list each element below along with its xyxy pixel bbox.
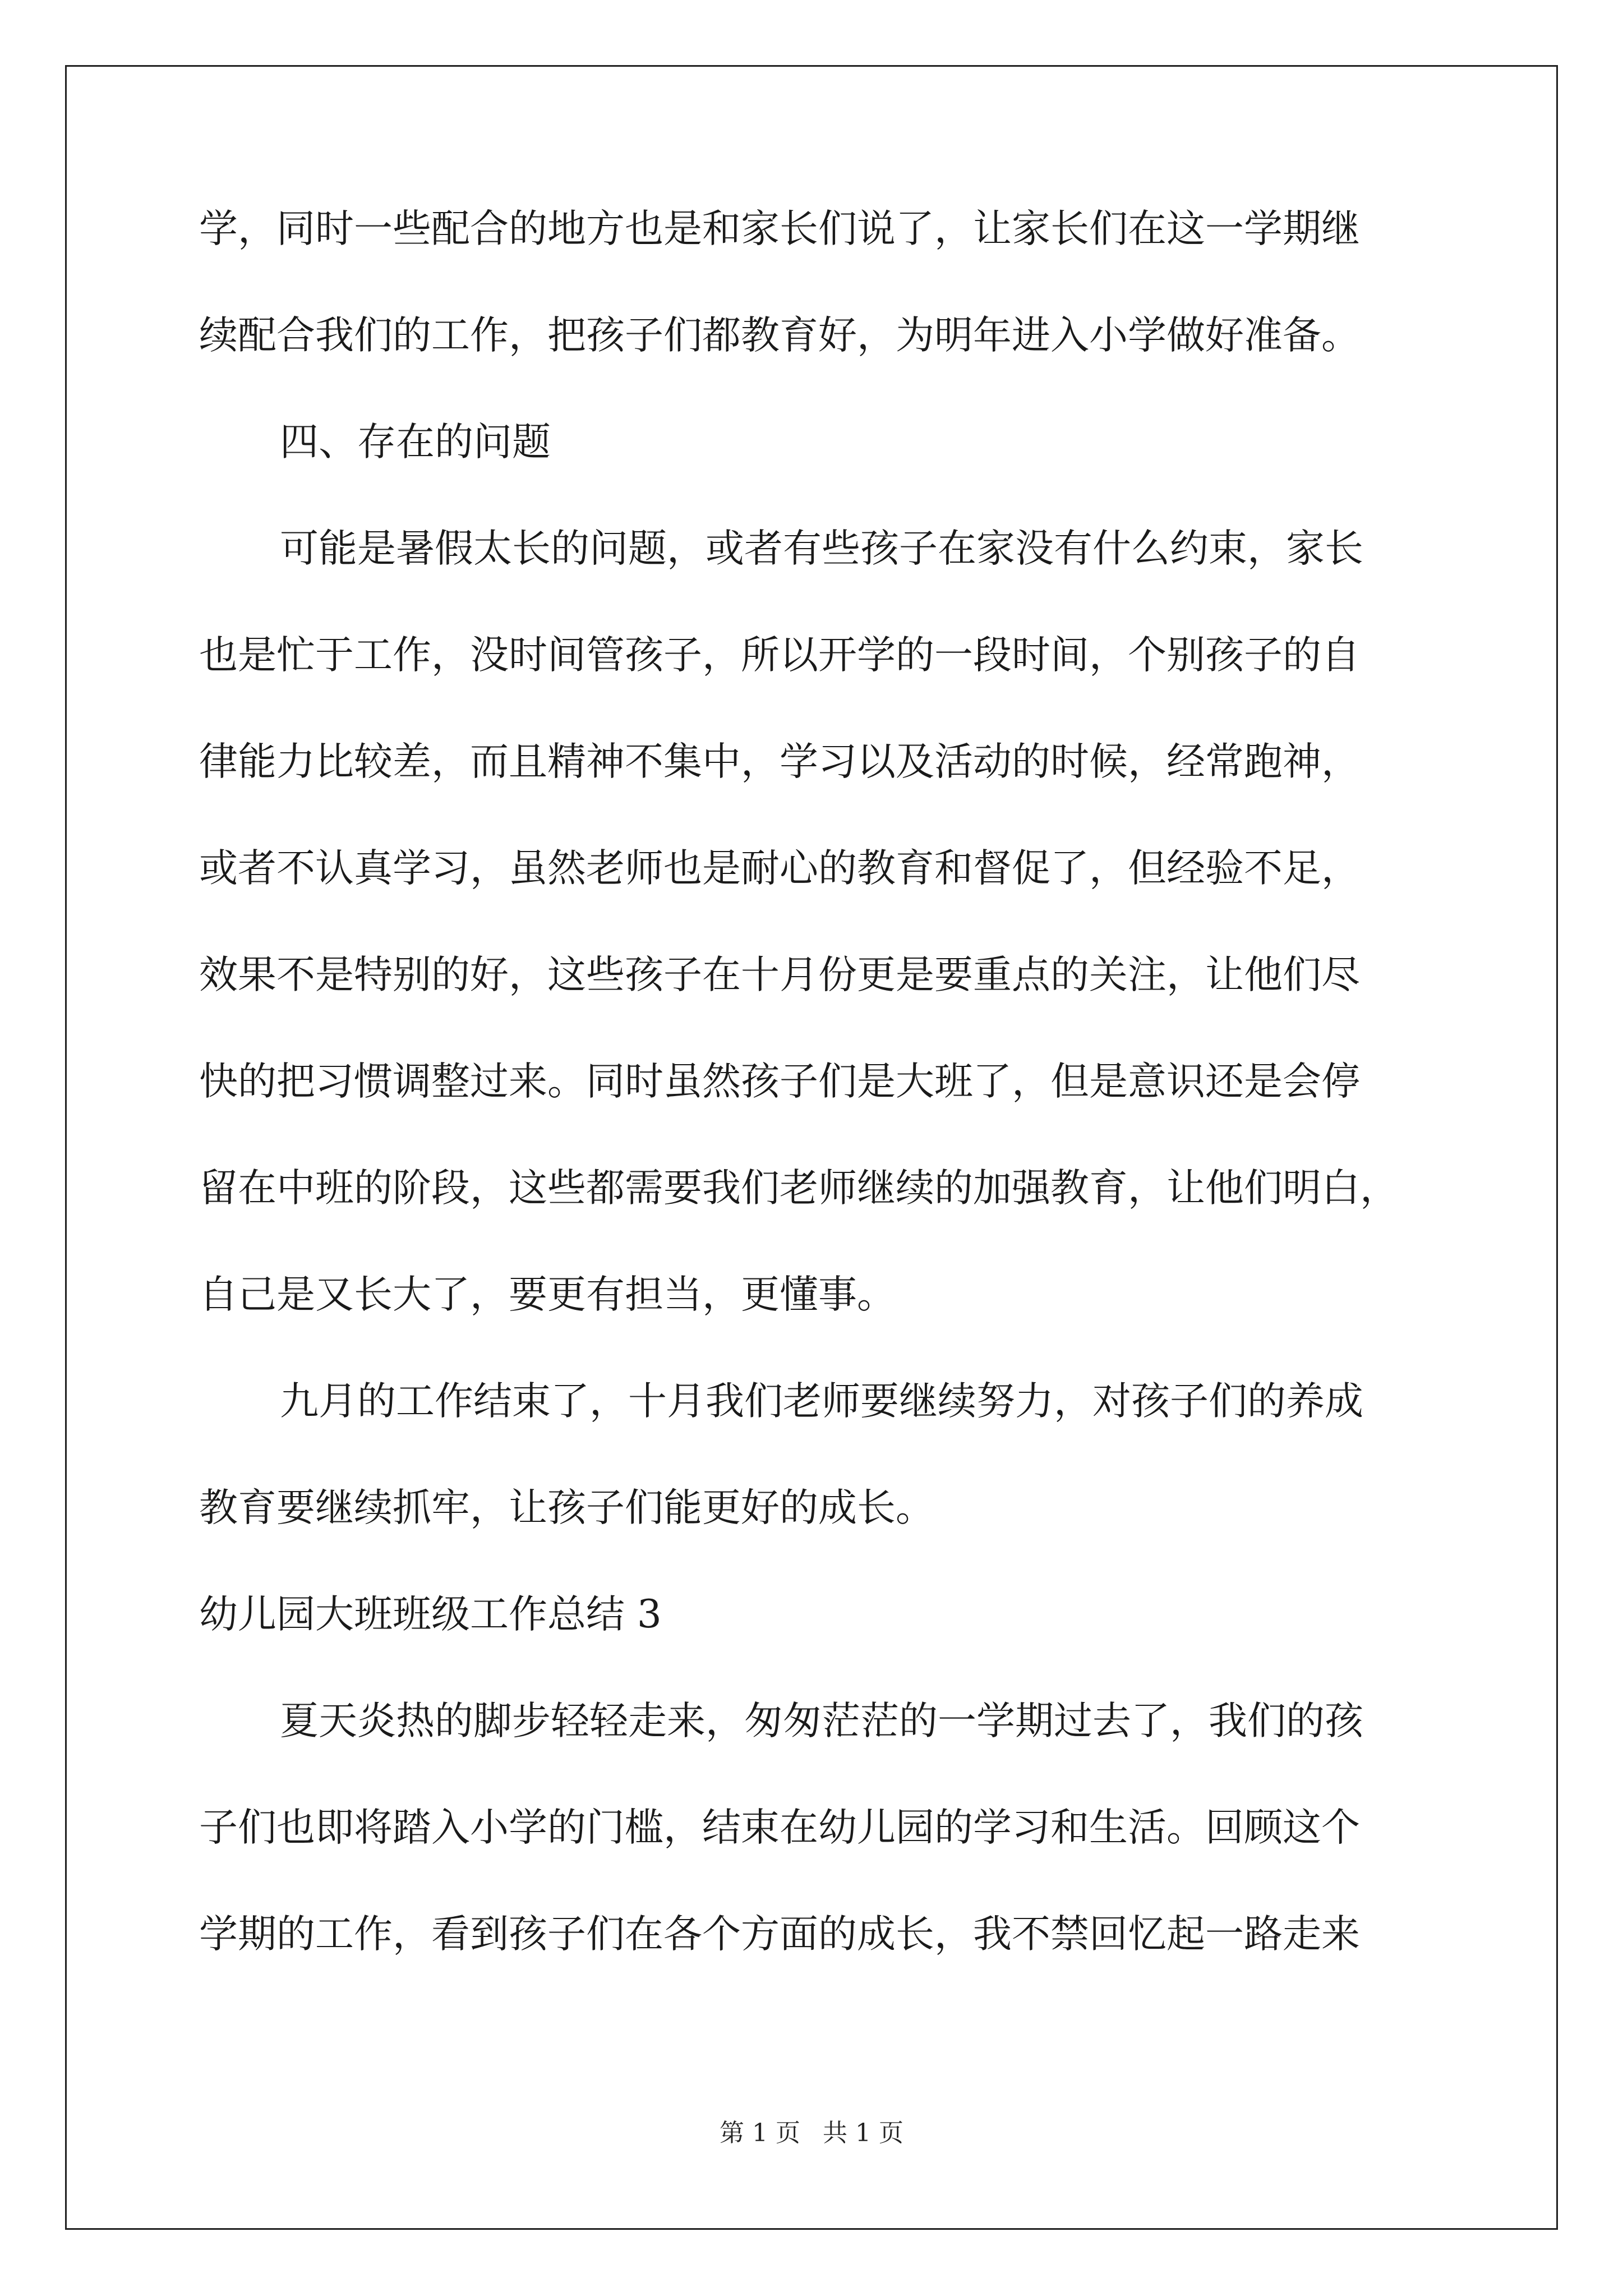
paragraph-line: 快的把习惯调整过来。同时虽然孩子们是大班了，但是意识还是会停 <box>199 1059 1360 1104</box>
paragraph-line: 子们也即将踏入小学的门槛，结束在幼儿园的学习和生活。回顾这个 <box>199 1805 1360 1850</box>
paragraph-line: 效果不是特别的好，这些孩子在十月份更是要重点的关注，让他们尽 <box>199 953 1360 997</box>
paragraph-line: 自己是又长大了，要更有担当，更懂事。 <box>199 1272 896 1317</box>
paragraph-line: 续配合我们的工作，把孩子们都教育好，为明年进入小学做好准备。 <box>199 313 1360 358</box>
page-total: 共 1 页 <box>823 2119 903 2147</box>
page-number: 第 1 页 <box>720 2119 800 2147</box>
paragraph-line: 也是忙于工作，没时间管孩子，所以开学的一段时间，个别孩子的自 <box>199 633 1360 678</box>
paragraph-line: 留在中班的阶段，这些都需要我们老师继续的加强教育，让他们明白， <box>199 1166 1399 1211</box>
document-body <box>199 206 1433 2018</box>
section-heading: 四、存在的问题 <box>280 420 551 464</box>
paragraph-line: 学，同时一些配合的地方也是和家长们说了，让家长们在这一学期继 <box>199 206 1360 251</box>
paragraph-line: 或者不认真学习，虽然老师也是耐心的教育和督促了，但经验不足， <box>199 846 1360 891</box>
paragraph-line: 教育要继续抓牢，让孩子们能更好的成长。 <box>199 1485 934 1530</box>
paragraph-line: 律能力比较差，而且精神不集中，学习以及活动的时候，经常跑神， <box>199 739 1360 784</box>
paragraph-line: 九月的工作结束了，十月我们老师要继续努力，对孩子们的养成 <box>280 1379 1363 1424</box>
document-title: 幼儿园大班班级工作总结 3 <box>199 1592 662 1637</box>
paragraph-line: 夏天炎热的脚步轻轻走来，匆匆茫茫的一学期过去了，我们的孩 <box>280 1699 1363 1743</box>
paragraph-line: 学期的工作，看到孩子们在各个方面的成长，我不禁回忆起一路走来 <box>199 1912 1360 1957</box>
page-footer <box>0 2119 1623 2147</box>
paragraph-line: 可能是暑假太长的问题，或者有些孩子在家没有什么约束，家长 <box>280 526 1363 571</box>
